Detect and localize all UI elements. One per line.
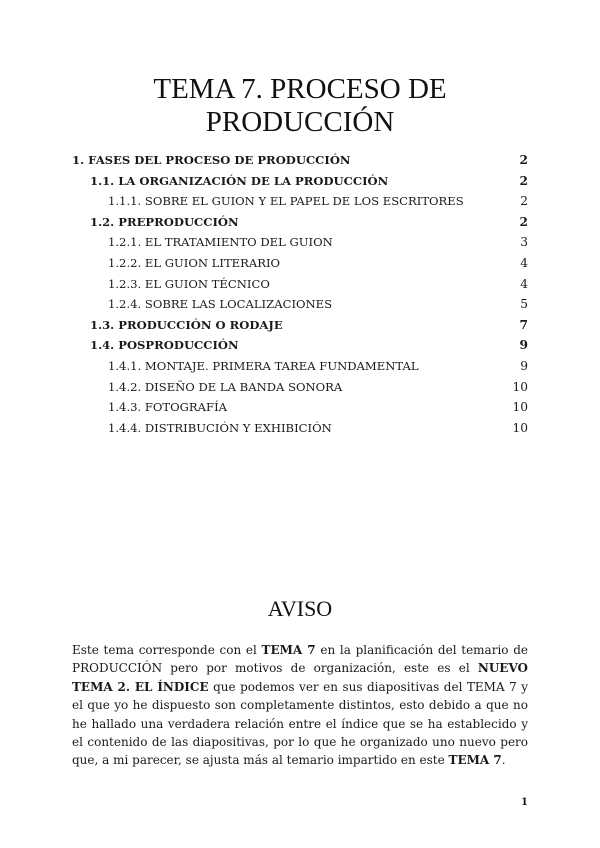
aviso-bold-run: TEMA 7 [261,643,316,657]
toc-entry-page: 4 [520,276,528,291]
toc-entry-label: 1.4. POSPRODUCCIÓN [90,338,239,353]
aviso-heading: AVISO [267,596,333,621]
toc-entry[interactable] [72,315,528,336]
aviso-paragraph [72,641,528,770]
toc-entry[interactable] [72,377,528,398]
toc-entry-label: 1.1. LA ORGANIZACIÓN DE LA PRODUCCIÓN [90,173,389,188]
toc-entry-label: 1.4.1. MONTAJE. PRIMERA TAREA FUNDAMENTAL [108,358,419,373]
toc-entry-page: 10 [512,400,528,415]
toc-entry-page: 9 [520,358,528,373]
toc-entry[interactable] [72,335,528,356]
aviso-text-run: Este tema corresponde con el [72,643,262,657]
title-line-2: PRODUCCIÓN [205,106,395,138]
toc-entry-label: 1.3. PRODUCCIÓN O RODAJE [90,317,283,332]
toc-entry-page: 4 [520,255,528,270]
document-title [0,73,600,139]
aviso-bold-run: TEMA 7 [448,753,502,768]
toc-entry-page: 5 [520,297,528,312]
title-line-1: TEMA 7. PROCESO DE [153,73,447,105]
toc-entry[interactable] [72,356,528,377]
table-of-contents [72,150,528,438]
toc-entry-page: 9 [519,338,528,353]
toc-entry-label: 1.4.2. DISEÑO DE LA BANDA SONORA [108,379,343,394]
aviso-text-run: que podemos ver en sus diapositivas del TEMA 7 y el que yo he dispuesto son completamente distintos, esto debido a que no he hallado una verdadera relación entre el índice que se ha establecido y el contenido de las diapositivas, por lo que he organizado uno nuevo pero que, a mi parecer, se ajusta más al temario impartido en este [72,679,528,768]
toc-entry[interactable] [72,294,528,315]
toc-entry[interactable] [72,212,528,233]
toc-entry-label: 1.2.1. EL TRATAMIENTO DEL GUION [108,235,333,250]
toc-entry-page: 2 [519,173,528,188]
toc-entry-label: 1.2.4. SOBRE LAS LOCALIZACIONES [108,297,333,312]
aviso-text-run: en la planificación del temario de PRODUCCIÓN pero por motivos de organización, este es el [72,643,528,676]
toc-entry[interactable] [72,253,528,274]
toc-entry-label: 1.2.3. EL GUION TÉCNICO [108,276,270,291]
toc-entry-page: 2 [520,194,528,209]
toc-entry-page: 7 [519,317,528,332]
toc-entry[interactable] [72,191,528,212]
toc-entry[interactable] [72,418,528,439]
page-number: 1 [521,797,528,808]
toc-entry[interactable] [72,397,528,418]
toc-entry-label: 1.2. PREPRODUCCIÓN [90,214,239,229]
toc-entry-page: 10 [512,420,528,435]
aviso-bold-run: NUEVO TEMA 2. EL ÍNDICE [72,661,528,694]
toc-entry-label: 1. FASES DEL PROCESO DE PRODUCCIÓN [72,153,351,167]
toc-entry-page: 2 [519,153,528,167]
toc-entry[interactable] [72,150,528,171]
toc-entry-label: 1.2.2. EL GUION LITERARIO [108,255,281,270]
toc-entry[interactable] [72,232,528,253]
toc-entry-page: 2 [519,214,528,229]
toc-entry[interactable] [72,171,528,192]
toc-entry-page: 3 [520,235,528,250]
toc-entry-label: 1.4.4. DISTRIBUCIÓN Y EXHIBICIÓN [108,420,332,435]
aviso-text-run: . [501,753,506,768]
toc-entry-page: 10 [512,379,528,394]
toc-entry-label: 1.1.1. SOBRE EL GUION Y EL PAPEL DE LOS ESCRITORES [108,194,464,209]
toc-entry[interactable] [72,274,528,295]
toc-entry-label: 1.4.3. FOTOGRAFÍA [108,400,228,415]
